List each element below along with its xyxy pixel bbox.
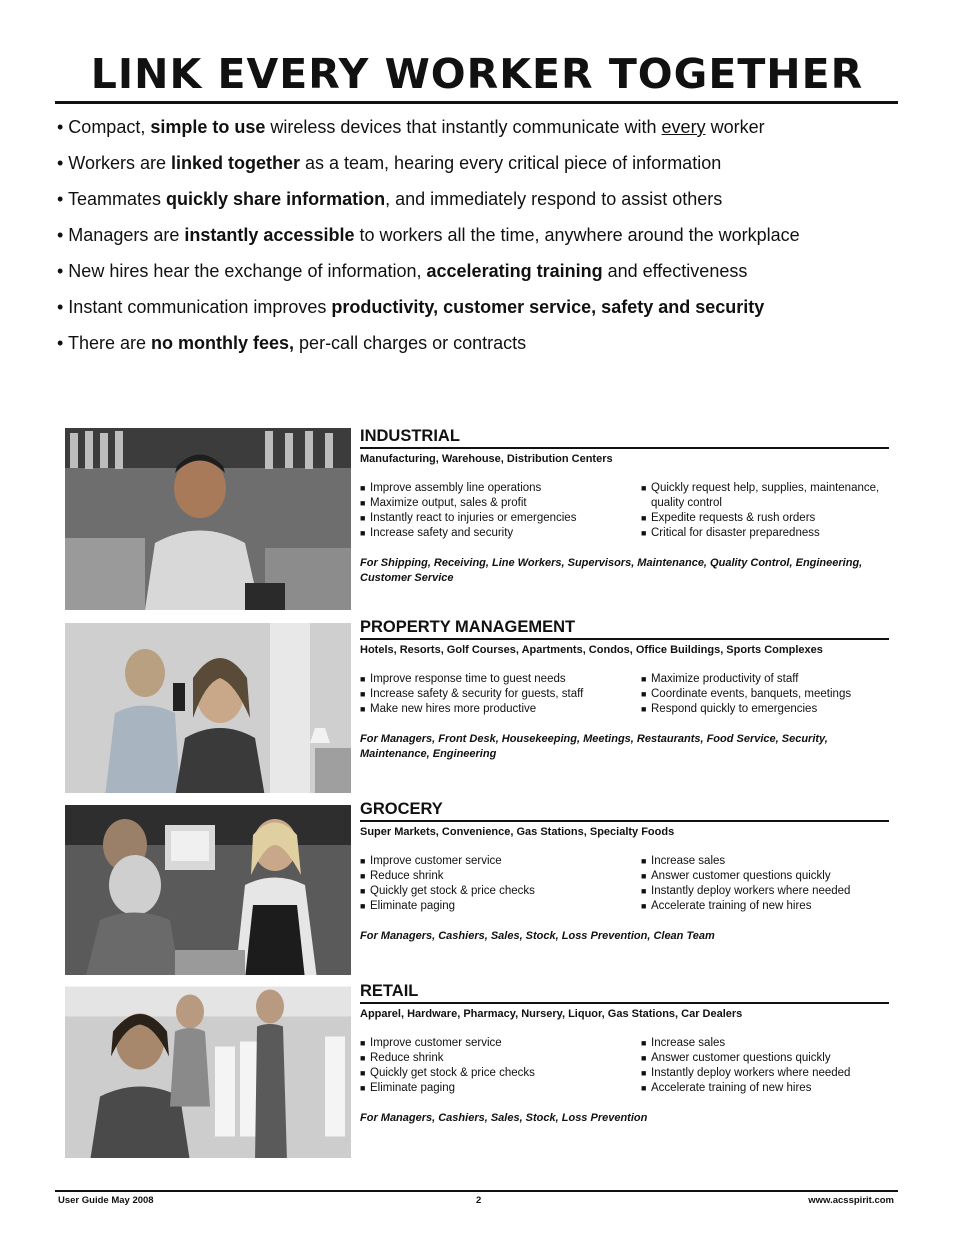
- benefit-list-item: [360, 511, 641, 526]
- retail-store-photo: [65, 983, 351, 1158]
- benefit-list-item: [641, 511, 889, 526]
- square-bullet-icon: ■: [360, 673, 366, 684]
- emphasis-text: productivity, customer service, safety and security: [331, 297, 765, 317]
- square-bullet-icon: ■: [641, 1082, 647, 1093]
- benefit-item: [57, 187, 937, 223]
- benefits-left: [360, 672, 641, 717]
- section-divider: [360, 447, 889, 449]
- benefit-text: Increase sales: [651, 854, 726, 867]
- benefit-list-item: [641, 869, 889, 884]
- bullet-text: per-call charges or contracts: [294, 333, 527, 353]
- benefits-right: [641, 481, 889, 541]
- benefit-list: [57, 115, 937, 367]
- benefit-text: Answer customer questions quickly: [651, 869, 831, 882]
- benefit-text: Instantly react to injuries or emergencies: [370, 511, 577, 524]
- square-bullet-icon: ■: [641, 512, 647, 523]
- bullet-text: • Workers are: [57, 153, 171, 173]
- benefit-columns: [360, 672, 889, 717]
- square-bullet-icon: ■: [641, 673, 647, 684]
- benefit-list-item: [360, 1066, 641, 1081]
- benefit-list-item: [360, 687, 641, 702]
- benefit-list-item: [360, 1081, 641, 1096]
- section-divider: [360, 1002, 889, 1004]
- square-bullet-icon: ■: [641, 900, 647, 911]
- benefit-list-item: [360, 481, 641, 496]
- bullet-text: , and immediately respond to assist others: [385, 189, 723, 209]
- square-bullet-icon: ■: [641, 1037, 647, 1048]
- benefits-left: [360, 481, 641, 541]
- section-subtitle: Super Markets, Convenience, Gas Stations, Specialty Foods: [360, 825, 675, 838]
- square-bullet-icon: ■: [360, 482, 366, 493]
- benefit-text: Improve assembly line operations: [370, 481, 542, 494]
- benefit-list-item: [641, 899, 889, 914]
- section-subtitle: Hotels, Resorts, Golf Courses, Apartments, Condos, Office Buildings, Sports Complexes: [360, 643, 823, 656]
- benefit-text: Quickly request help, supplies, maintenance, quality control: [651, 481, 880, 509]
- front-desk-staff-photo: [65, 619, 351, 793]
- square-bullet-icon: ■: [360, 870, 366, 881]
- bullet-text: worker: [705, 117, 765, 137]
- bullet-text: wireless devices that instantly communicate with: [265, 117, 662, 137]
- cashier-checkout-photo: [65, 801, 351, 975]
- square-bullet-icon: ■: [360, 855, 366, 866]
- square-bullet-icon: ■: [641, 527, 647, 538]
- square-bullet-icon: ■: [641, 1052, 647, 1063]
- square-bullet-icon: ■: [641, 482, 647, 493]
- section-title: PROPERTY MANAGEMENT: [360, 618, 576, 636]
- section-subtitle: Apparel, Hardware, Pharmacy, Nursery, Liquor, Gas Stations, Car Dealers: [360, 1007, 743, 1020]
- benefit-text: Maximize output, sales & profit: [370, 496, 527, 509]
- bullet-text: • New hires hear the exchange of information,: [57, 261, 427, 281]
- benefit-list-item: [641, 1051, 889, 1066]
- benefit-text: Respond quickly to emergencies: [651, 702, 818, 715]
- benefit-list-item: [641, 526, 889, 541]
- benefit-list-item: [360, 526, 641, 541]
- section-title: RETAIL: [360, 982, 419, 1000]
- square-bullet-icon: ■: [360, 703, 366, 714]
- benefits-right: [641, 672, 889, 717]
- benefit-text: Critical for disaster preparedness: [651, 526, 820, 539]
- square-bullet-icon: ■: [360, 1037, 366, 1048]
- square-bullet-icon: ■: [641, 688, 647, 699]
- bullet-text: • Instant communication improves: [57, 297, 332, 317]
- benefit-list-item: [360, 672, 641, 687]
- benefit-list-item: [360, 702, 641, 717]
- benefit-item: [57, 115, 937, 151]
- footer-doc-info: User Guide May 2008: [58, 1195, 154, 1206]
- benefit-columns: [360, 854, 889, 914]
- benefit-text: Reduce shrink: [370, 869, 444, 882]
- emphasis-text: accelerating training: [426, 261, 603, 281]
- bullet-text: • Teammates: [57, 189, 167, 209]
- benefit-item: [57, 151, 937, 187]
- benefits-right: [641, 1036, 889, 1096]
- emphasis-text: simple to use: [150, 117, 266, 137]
- benefit-text: Increase sales: [651, 1036, 726, 1049]
- square-bullet-icon: ■: [360, 885, 366, 896]
- emphasis-text: instantly accessible: [184, 225, 355, 245]
- benefit-text: Accelerate training of new hires: [651, 1081, 812, 1094]
- benefit-list-item: [641, 687, 889, 702]
- benefit-text: Expedite requests & rush orders: [651, 511, 816, 524]
- footer-website: www.acsspirit.com: [808, 1195, 894, 1206]
- target-roles: For Managers, Cashiers, Sales, Stock, Loss Prevention, Clean Team: [360, 929, 715, 942]
- benefit-list-item: [360, 1036, 641, 1051]
- benefit-columns: [360, 1036, 889, 1096]
- benefit-text: Instantly deploy workers where needed: [651, 1066, 851, 1079]
- benefits-left: [360, 1036, 641, 1096]
- benefit-list-item: [360, 899, 641, 914]
- emphasis-text: linked together: [171, 153, 301, 173]
- benefit-list-item: [360, 854, 641, 869]
- benefit-list-item: [641, 884, 889, 899]
- benefit-item: [57, 259, 937, 295]
- bullet-text: as a team, hearing every critical piece of information: [300, 153, 722, 173]
- benefit-list-item: [360, 496, 641, 511]
- benefit-text: Improve customer service: [370, 854, 502, 867]
- benefit-text: Increase safety and security: [370, 526, 514, 539]
- bullet-text: • Managers are: [57, 225, 185, 245]
- benefit-text: Improve response time to guest needs: [370, 672, 566, 685]
- benefit-item: [57, 331, 937, 367]
- benefit-list-item: [641, 481, 889, 511]
- benefit-text: Reduce shrink: [370, 1051, 444, 1064]
- benefit-list-item: [641, 672, 889, 687]
- square-bullet-icon: ■: [360, 512, 366, 523]
- target-roles: For Shipping, Receiving, Line Workers, Supervisors, Maintenance, Quality Control, Engineering, Customer Service: [360, 556, 863, 584]
- square-bullet-icon: ■: [360, 497, 366, 508]
- square-bullet-icon: ■: [360, 1052, 366, 1063]
- benefit-item: [57, 295, 937, 331]
- square-bullet-icon: ■: [360, 1082, 366, 1093]
- benefit-list-item: [360, 869, 641, 884]
- bullet-text: every: [661, 117, 706, 137]
- benefit-columns: [360, 481, 889, 541]
- square-bullet-icon: ■: [360, 688, 366, 699]
- section-subtitle: Manufacturing, Warehouse, Distribution Centers: [360, 452, 613, 465]
- benefit-list-item: [360, 884, 641, 899]
- section-title: GROCERY: [360, 800, 443, 818]
- benefit-text: Accelerate training of new hires: [651, 899, 812, 912]
- worker-with-headset-photo: [65, 428, 351, 610]
- square-bullet-icon: ■: [641, 885, 647, 896]
- benefit-list-item: [641, 702, 889, 717]
- benefit-text: Maximize productivity of staff: [651, 672, 799, 685]
- benefit-list-item: [641, 1081, 889, 1096]
- bullet-text: and effectiveness: [602, 261, 748, 281]
- benefit-text: Quickly get stock & price checks: [370, 1066, 535, 1079]
- page-title: LINK EVERY WORKER TOGETHER: [90, 50, 864, 98]
- benefit-text: Eliminate paging: [370, 1081, 456, 1094]
- bullet-text: • Compact,: [57, 117, 151, 137]
- target-roles: For Managers, Front Desk, Housekeeping, Meetings, Restaurants, Food Service, Security, Maintenance, Engineering: [360, 732, 828, 760]
- bullet-text: to workers all the time, anywhere around the workplace: [354, 225, 800, 245]
- page-number: 2: [476, 1195, 482, 1206]
- footer-divider: [55, 1190, 898, 1192]
- benefit-text: Quickly get stock & price checks: [370, 884, 535, 897]
- emphasis-text: no monthly fees,: [151, 333, 295, 353]
- emphasis-text: quickly share information: [166, 189, 386, 209]
- benefit-text: Improve customer service: [370, 1036, 502, 1049]
- benefit-text: Increase safety & security for guests, staff: [370, 687, 584, 700]
- title-divider: [55, 101, 898, 104]
- section-title: INDUSTRIAL: [360, 427, 460, 445]
- square-bullet-icon: ■: [641, 1067, 647, 1078]
- square-bullet-icon: ■: [641, 703, 647, 714]
- benefit-list-item: [641, 1036, 889, 1051]
- benefit-text: Answer customer questions quickly: [651, 1051, 831, 1064]
- bullet-text: • There are: [57, 333, 152, 353]
- benefit-list-item: [360, 1051, 641, 1066]
- benefit-text: Eliminate paging: [370, 899, 456, 912]
- benefit-text: Instantly deploy workers where needed: [651, 884, 851, 897]
- square-bullet-icon: ■: [360, 527, 366, 538]
- square-bullet-icon: ■: [360, 1067, 366, 1078]
- benefit-list-item: [641, 854, 889, 869]
- square-bullet-icon: ■: [641, 855, 647, 866]
- target-roles: For Managers, Cashiers, Sales, Stock, Loss Prevention: [360, 1111, 648, 1124]
- benefit-item: [57, 223, 937, 259]
- square-bullet-icon: ■: [641, 870, 647, 881]
- section-divider: [360, 638, 889, 640]
- benefit-list-item: [641, 1066, 889, 1081]
- section-divider: [360, 820, 889, 822]
- benefit-text: Make new hires more productive: [370, 702, 537, 715]
- benefits-left: [360, 854, 641, 914]
- benefits-right: [641, 854, 889, 914]
- benefit-text: Coordinate events, banquets, meetings: [651, 687, 852, 700]
- square-bullet-icon: ■: [360, 900, 366, 911]
